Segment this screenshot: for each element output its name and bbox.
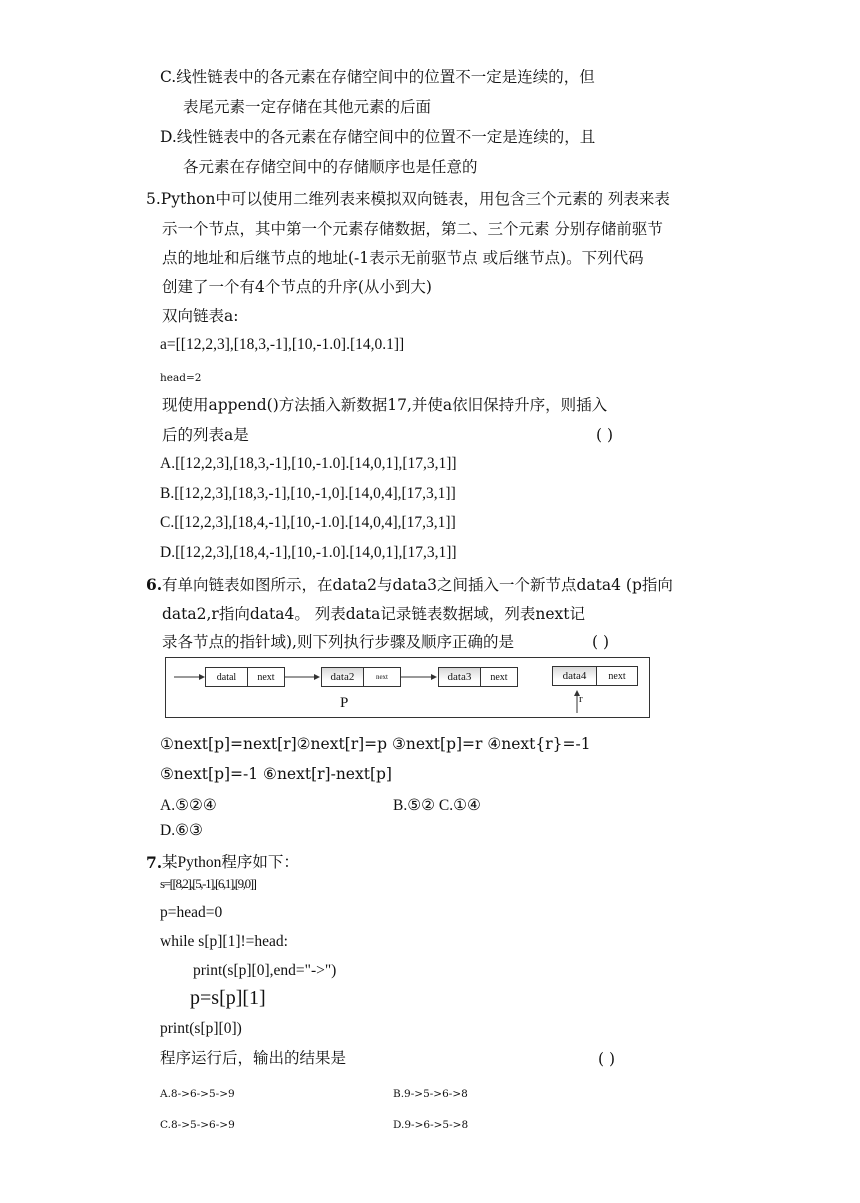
linked-list-diagram bbox=[165, 657, 650, 718]
q7-option-d: D.9->6->5->8 bbox=[393, 1119, 469, 1131]
q5-code-a: a=[[12,2,3],[18,3,-1],[10,-1.0].[14,0.1]] bbox=[160, 336, 405, 353]
q5-answer-paren: ( ) bbox=[596, 426, 614, 444]
node4-data-cell: data4 bbox=[553, 667, 596, 685]
q5-option-b: B.[[12,2,3],[18,3,-1],[10,-1,0].[14,0,4],[17,3,1]] bbox=[160, 485, 456, 502]
q4-option-c-line1: C.线性链表中的各元素在存储空间中的位置不一定是连续的，但 bbox=[160, 68, 595, 86]
q6-option-a: A.⑤②④ bbox=[160, 797, 217, 814]
node2-next-cell: next bbox=[363, 668, 400, 686]
q7-stem-line1: 某Python程序如下： bbox=[162, 854, 299, 871]
q7-code-print2: print(s[p][0]) bbox=[160, 1020, 242, 1037]
q5-stem-line5: 双向链表a: bbox=[162, 307, 239, 325]
q6-stem-line2: data2,r指向data4。 列表data记录链表数据域，列表next记 bbox=[162, 605, 586, 623]
q4-option-d-line2: 各元素在存储空间中的存储顺序也是任意的 bbox=[183, 158, 478, 176]
q7-number: 7. bbox=[146, 853, 163, 872]
q6-answer-paren: ( ) bbox=[592, 633, 610, 651]
q5-stem-line3: 点的地址和后继节点的地址(-1表示无前驱节点 或后继节点)。下列代码 bbox=[162, 249, 644, 267]
pointer-p-label: P bbox=[340, 695, 349, 711]
q6-stem-line1: 有单向链表如图所示，在data2与data3之间插入一个新节点data4 (p指向 bbox=[162, 576, 673, 594]
node3-next-cell: next bbox=[480, 668, 517, 686]
node1-data-cell: datal bbox=[216, 671, 237, 683]
node4-next-cell: next bbox=[596, 667, 637, 685]
q7-option-a: A.8->6->5->9 bbox=[160, 1088, 235, 1100]
q7-stem-line2: 程序运行后，输出的结果是 bbox=[160, 1050, 347, 1067]
list-node-4 bbox=[552, 666, 638, 686]
q5-stem-line2: 示一个节点，其中第一个元素存储数据，第二、三个元素 分别存储前驱节 bbox=[162, 220, 663, 238]
node2-data-cell: data2 bbox=[322, 668, 363, 686]
q6-option-b-c: B.⑤② C.①④ bbox=[393, 797, 481, 814]
q5-stem-line4: 创建了一个有4个节点的升序(从小到大) bbox=[162, 278, 432, 296]
q7-option-c: C.8->5->6->9 bbox=[160, 1119, 235, 1131]
q5-stem-line1: 5.Python中可以使用二维列表来模拟双向链表，用包含三个元素的 列表来表 bbox=[146, 190, 670, 208]
q7-code-print: print(s[p][0],end="->") bbox=[193, 962, 337, 979]
list-node-3 bbox=[438, 667, 518, 687]
q7-code-assign: p=s[p][1] bbox=[190, 987, 266, 1009]
q7-answer-paren: ( ) bbox=[598, 1050, 616, 1068]
q5-code-head: head=2 bbox=[160, 372, 202, 384]
q7-code-s: s=[[8,2],[5,-1],[6,1],[9,0]] bbox=[160, 876, 256, 891]
q6-number: 6. bbox=[146, 575, 163, 594]
q5-stem-line6: 现使用append()方法插入新数据17,并使a依旧保持升序，则插入 bbox=[162, 396, 608, 414]
q6-option-d: D.⑥③ bbox=[160, 822, 203, 839]
q7-code-p: p=head=0 bbox=[160, 904, 223, 921]
q6-steps-line2: ⑤next[p]=-1 ⑥next[r]-next[p] bbox=[160, 765, 392, 783]
q5-stem-line7: 后的列表a是 bbox=[162, 426, 249, 444]
q5-option-a: A.[[12,2,3],[18,3,-1],[10,-1.0].[14,0,1],[17,3,1]] bbox=[160, 455, 457, 472]
q5-option-d: D.[[12,2,3],[18,4,-1],[10,-1.0].[14,0,1],[17,3,1]] bbox=[160, 544, 457, 561]
q4-option-d-line1: D.线性链表中的各元素在存储空间中的位置不一定是连续的，且 bbox=[160, 128, 596, 146]
q7-code-while: while s[p][1]!=head: bbox=[160, 933, 288, 950]
q6-steps-line1: ①next[p]=next[r]②next[r]=p ③next[p]=r ④next{r}=-1 bbox=[160, 735, 591, 753]
q4-option-c-line2: 表尾元素一定存储在其他元素的后面 bbox=[183, 98, 432, 116]
list-node-1 bbox=[205, 667, 285, 687]
node3-data-cell: data3 bbox=[439, 668, 480, 686]
q5-option-c: C.[[12,2,3],[18,4,-1],[10,-1.0].[14,0,4],[17,3,1]] bbox=[160, 514, 456, 531]
pointer-r-label: r bbox=[579, 693, 583, 705]
node1-next-cell: next bbox=[247, 668, 284, 686]
q7-option-b: B.9->5->6->8 bbox=[393, 1088, 468, 1100]
q6-stem-line3: 录各节点的指针域),则下列执行步骤及顺序正确的是 bbox=[162, 633, 514, 651]
list-node-2 bbox=[321, 667, 401, 687]
